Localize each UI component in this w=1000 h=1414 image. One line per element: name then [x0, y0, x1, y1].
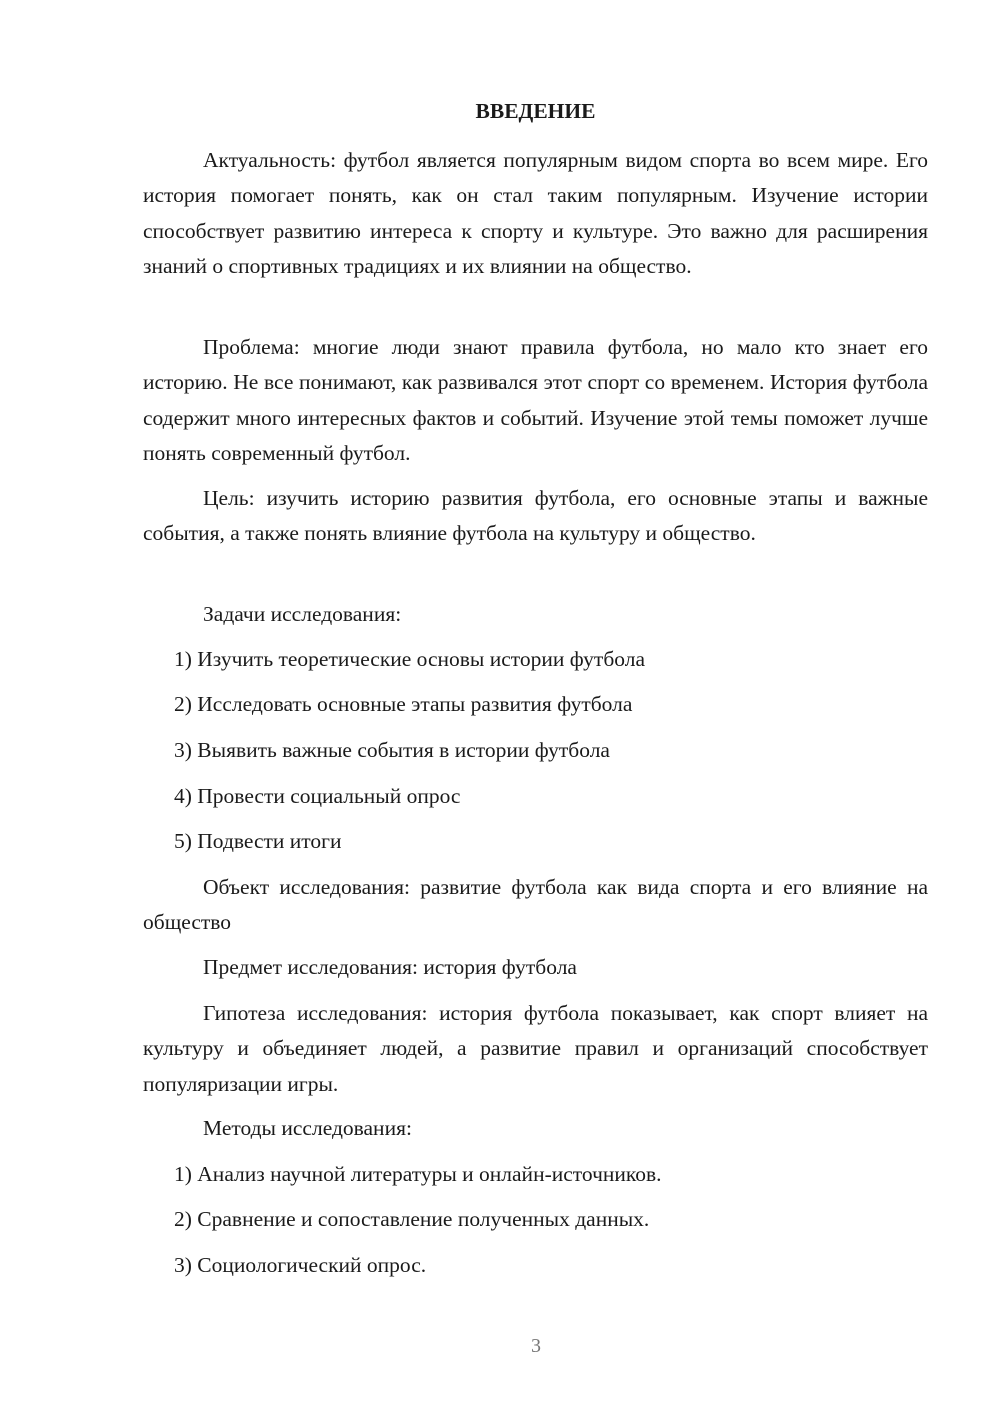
methods-heading: Методы исследования:	[203, 1116, 412, 1140]
problem-paragraph: Проблема: многие люди знают правила футбола, но мало кто знает его историю. Не все понимают, как развивался этот спорт со временем. История футбола содержит много интересных фактов и событий. Изучение этой темы поможет лучше понять современный футбол.	[143, 335, 928, 465]
task-item: 5) Подвести итоги	[174, 829, 342, 853]
page-title: ВВЕДЕНИЕ	[475, 99, 596, 123]
relevance-paragraph: Актуальность: футбол является популярным видом спорта во всем мире. Его история помогает понять, как он стал таким популярным. Изучение истории способствует развитию интереса к спорту и культуре. Это важно для расширения знаний о спортивных традициях и их влиянии на общество.	[143, 148, 928, 278]
method-item: 3) Социологический опрос.	[174, 1253, 427, 1277]
task-item: 4) Провести социальный опрос	[174, 784, 461, 808]
subject-line: Предмет исследования: история футбола	[203, 955, 577, 979]
tasks-heading: Задачи исследования:	[203, 602, 402, 626]
method-item: 1) Анализ научной литературы и онлайн-источников.	[174, 1162, 662, 1186]
task-item: 1) Изучить теоретические основы истории футбола	[174, 647, 646, 671]
task-item: 2) Исследовать основные этапы развития футбола	[174, 692, 633, 716]
method-item: 2) Сравнение и сопоставление полученных данных.	[174, 1207, 650, 1231]
goal-paragraph: Цель: изучить историю развития футбола, его основные этапы и важные события, а также понять влияние футбола на культуру и общество.	[143, 486, 928, 546]
task-item: 3) Выявить важные события в истории футбола	[174, 738, 610, 762]
page-number: 3	[531, 1335, 541, 1357]
hypothesis-paragraph: Гипотеза исследования: история футбола показывает, как спорт влияет на культуру и объединяет людей, а развитие правил и организаций способствует популяризации игры.	[143, 1001, 928, 1096]
object-paragraph: Объект исследования: развитие футбола как вида спорта и его влияние на общество	[143, 875, 928, 935]
